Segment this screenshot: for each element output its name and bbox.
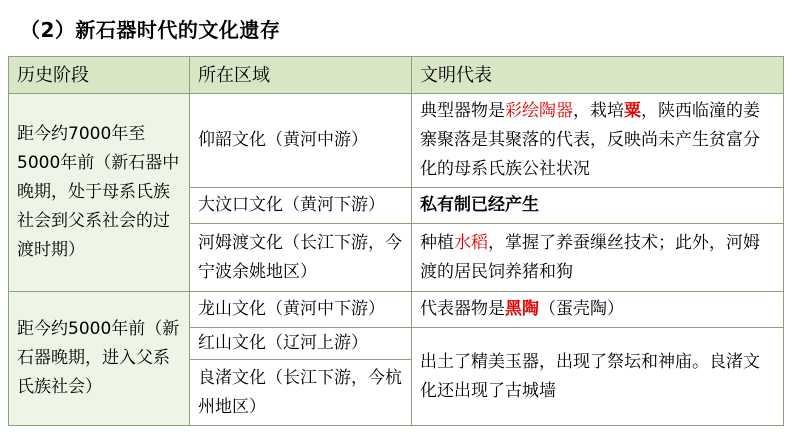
stage-cell-2: 距今约5000年前（新石器晚期，进入父系氏族社会） [9, 292, 190, 426]
civilization-cell [412, 94, 784, 188]
civ-highlight: 粟 [624, 101, 641, 121]
civ-text: 代表器物是 [420, 299, 505, 319]
civ-text: ，掌握了养蚕缫丝技术；此外，河姆渡的居民饲养猪和狗 [420, 232, 760, 282]
civ-text: （蛋壳陶） [539, 299, 624, 319]
region-cell: 仰韶文化（黄河中游） [190, 94, 412, 188]
page-title: （2）新石器时代的文化遗存 [20, 18, 281, 42]
table-row [9, 94, 784, 188]
civ-highlight: 黑陶 [505, 299, 539, 319]
region-cell: 龙山文化（黄河中下游） [190, 292, 412, 328]
region-cell: 良渚文化（长江下游，今杭州地区） [190, 360, 412, 426]
header-stage: 历史阶段 [9, 57, 190, 94]
region-cell: 河姆渡文化（长江下游，今宁波余姚地区） [190, 224, 412, 292]
civ-text: 典型器物是 [420, 101, 505, 121]
civilization-cell [412, 292, 784, 328]
stage-cell-1: 距今约7000年至5000年前（新石器中晚期，处于母系氏族社会到父系社会的过渡时期） [9, 94, 190, 292]
culture-table [8, 56, 784, 426]
civilization-cell [412, 224, 784, 292]
header-civilization: 文明代表 [412, 57, 784, 94]
civ-text: 种植 [420, 232, 454, 253]
civ-text: ，栽培 [573, 101, 624, 121]
civ-highlight: 水稻 [454, 232, 488, 253]
table-header-row [9, 57, 784, 94]
region-cell: 大汶口文化（黄河下游） [190, 188, 412, 224]
region-cell: 红山文化（辽河上游） [190, 328, 412, 360]
civilization-cell: 出土了精美玉器，出现了祭坛和神庙。良渚文化还出现了古城墙 [412, 328, 784, 426]
civilization-cell: 私有制已经产生 [412, 188, 784, 224]
table-row [9, 292, 784, 328]
civ-text: ，陕西临潼的姜寨聚落是其聚落的代表，反映尚未产生贫富分化的母系氏族公社状况 [420, 101, 760, 179]
civ-highlight: 彩绘陶器 [505, 101, 573, 121]
header-region: 所在区域 [190, 57, 412, 94]
